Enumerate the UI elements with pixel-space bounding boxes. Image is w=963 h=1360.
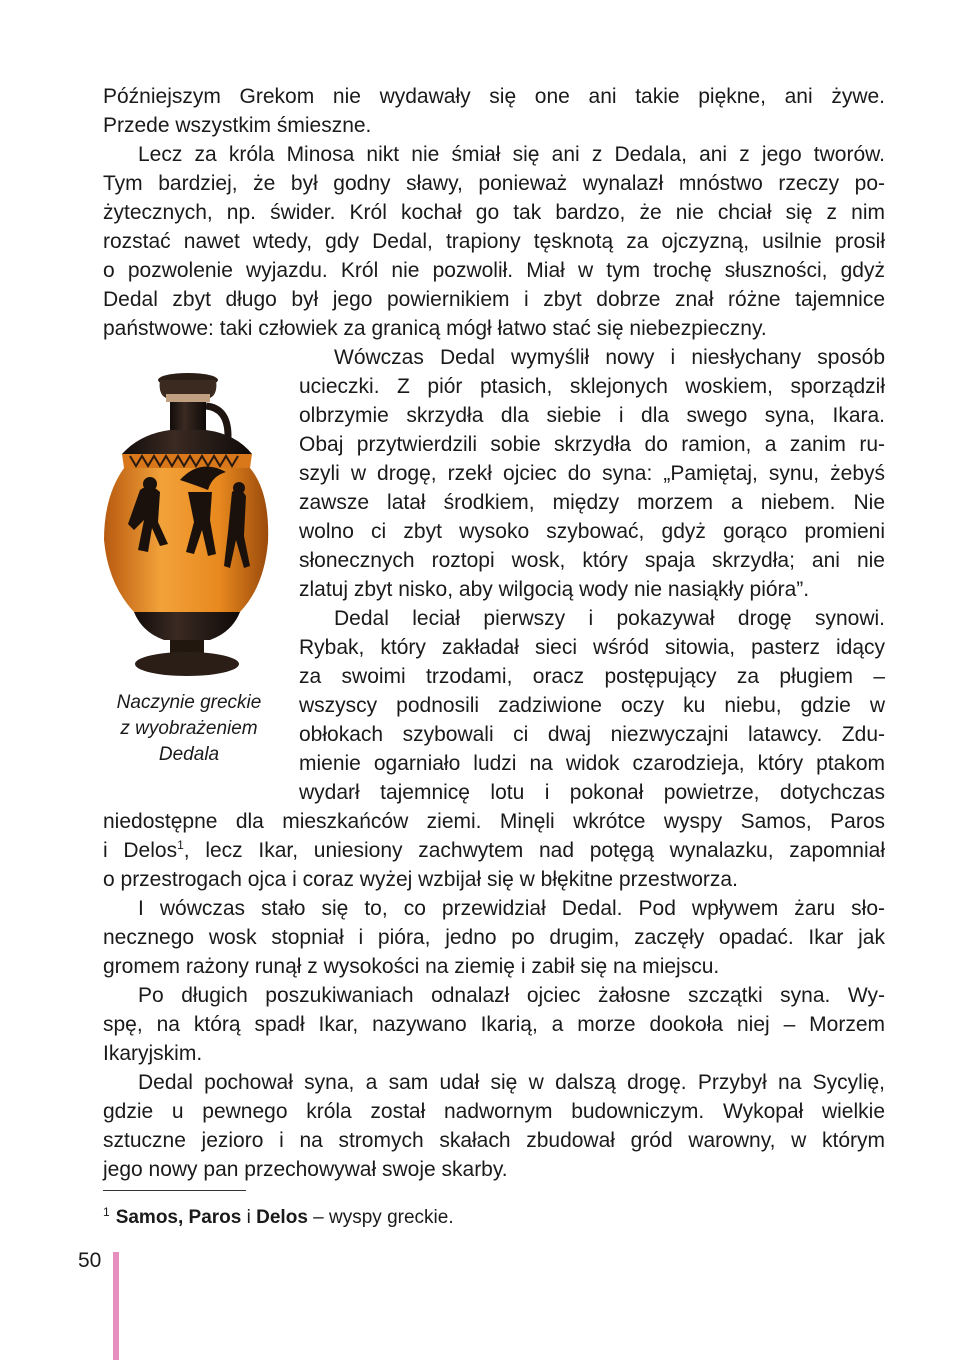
text-line: necznego wosk stopniał i pióra, jedno po drugim, zaczęły opadać. Ikar jak: [103, 926, 885, 949]
page-number: 50: [78, 1249, 102, 1272]
figure-caption: [100, 690, 278, 768]
text-line: I wówczas stało się to, co przewidział Dedal. Pod wpływem żaru sło-: [138, 897, 885, 920]
text-line: obłokach szybowali ci dwaj niezwyczajni latawcy. Zdu-: [299, 723, 885, 746]
text-line: Tym bardziej, że był godny sławy, ponieważ wynalazł mnóstwo rzeczy po-: [103, 172, 885, 195]
text-line: Dedal pochował syna, a sam udał się w dalszą drogę. Przybył na Sycylię,: [138, 1071, 885, 1094]
text-line: [103, 836, 885, 865]
text-line: ucieczki. Z piór ptasich, sklejonych woskiem, sporządził: [299, 375, 885, 398]
text-line: mienie ogarniało ludzi na widok czarodzieja, który ptakom: [299, 752, 885, 775]
text-line: sztuczne jezioro i na stromych skałach zbudował gród warowny, w którym: [103, 1129, 885, 1152]
footnote-text: – wyspy greckie.: [307, 1207, 454, 1228]
text-line: wydarł tajemnicę lotu i pokonał powietrze, dotychczas: [299, 781, 885, 804]
text-line: zawsze latał środkiem, między morzem a niebem. Nie: [299, 491, 885, 514]
text-line: wszyscy podnosili zadziwione oczy ku niebu, gdzie w: [299, 694, 885, 717]
text-line: Przede wszystkim śmieszne.: [103, 114, 372, 137]
text-line: o pozwolenie wyjazdu. Król nie pozwolił. Miał w tym trochę słuszności, gdyż: [103, 259, 885, 282]
text-line: rozstać nawet wtedy, gdy Dedal, trapiony tęsknotą za ojczyzną, usilnie prosił: [103, 230, 885, 253]
text-line: słonecznych roztopi wosk, który spaja skrzydła; ani nie: [299, 549, 885, 572]
text-line: jego nowy pan przechowywał swoje skarby.: [103, 1158, 508, 1181]
caption-line: z wyobrażeniem: [120, 718, 258, 739]
text-line: Rybak, który zakładał sieci wśród sitowia, pasterz idący: [299, 636, 885, 659]
text-line: gdzie u pewnego króla został nadwornym budowniczym. Wykopał wielkie: [103, 1100, 885, 1123]
text-segment: i Delos: [103, 839, 178, 862]
page-accent-bar: [113, 1252, 119, 1360]
text-line: Późniejszym Grekom nie wydawały się one ani takie piękne, ani żywe.: [103, 85, 885, 108]
text-line: Dedal leciał pierwszy i pokazywał drogę synowi.: [334, 607, 885, 630]
text-line: spę, na którą spadł Ikar, nazywano Ikarią, a morze dookoła niej – Morzem: [103, 1013, 885, 1036]
caption-line: Naczynie greckie: [116, 692, 262, 713]
text-line: Po długich poszukiwaniach odnalazł ojciec żałosne szczątki syna. Wy-: [138, 984, 885, 1007]
text-line: olbrzymie skrzydła dla siebie i dla swego syna, Ikara.: [299, 404, 885, 427]
text-line: o przestrogach ojca i coraz wyżej wzbijał się w błękitne przestworza.: [103, 868, 738, 891]
text-segment: , lecz Ikar, uniesiony zachwytem nad potęgą wynalazku, zapomniał: [183, 839, 885, 862]
footnote-number: 1: [103, 1205, 110, 1219]
text-line: szyli w drogę, rzekł ojciec do syna: „Pamiętaj, synu, żebyś: [299, 462, 885, 485]
greek-vase-image: [100, 372, 275, 680]
text-line: państwowe: taki człowiek za granicą mógł łatwo stać się niebezpieczny.: [103, 317, 767, 340]
footnote-term: Delos: [256, 1207, 308, 1228]
footnote-reference: 1: [177, 838, 184, 852]
text-line: Lecz za króla Minosa nikt nie śmiał się ani z Dedala, ani z jego tworów.: [138, 143, 885, 166]
footnote-text: i: [241, 1207, 257, 1228]
footnote-term: Samos, Paros: [115, 1207, 242, 1228]
footnote: [103, 1200, 454, 1230]
text-line: niedostępne dla mieszkańców ziemi. Minęli wkrótce wyspy Samos, Paros: [103, 810, 885, 833]
text-line: Ikaryjskim.: [103, 1042, 203, 1065]
text-line: Dedal zbyt długo był jego powiernikiem i zbyt dobrze znał różne tajemnice: [103, 288, 885, 311]
text-line: wolno ci zbyt wysoko szybować, gdyż gorąco promieni: [299, 520, 885, 543]
text-line: gromem rażony runął z wysokości na ziemię i zabił się na miejscu.: [103, 955, 720, 978]
footnote-divider: [103, 1190, 246, 1191]
text-line: Obaj przytwierdzili sobie skrzydła do ramion, a zanim ru-: [299, 433, 885, 456]
text-line: zlatuj zbyt nisko, aby wilgocią wody nie nasiąkły pióra”.: [299, 578, 810, 601]
text-line: żytecznych, np. świder. Król kochał go tak bardzo, że nie chciał się z nim: [103, 201, 885, 224]
caption-line: Dedala: [158, 744, 220, 765]
text-line: Wówczas Dedal wymyślił nowy i niesłychany sposób: [334, 346, 885, 369]
text-line: za swoimi trzodami, oracz postępujący za pługiem –: [299, 665, 885, 688]
